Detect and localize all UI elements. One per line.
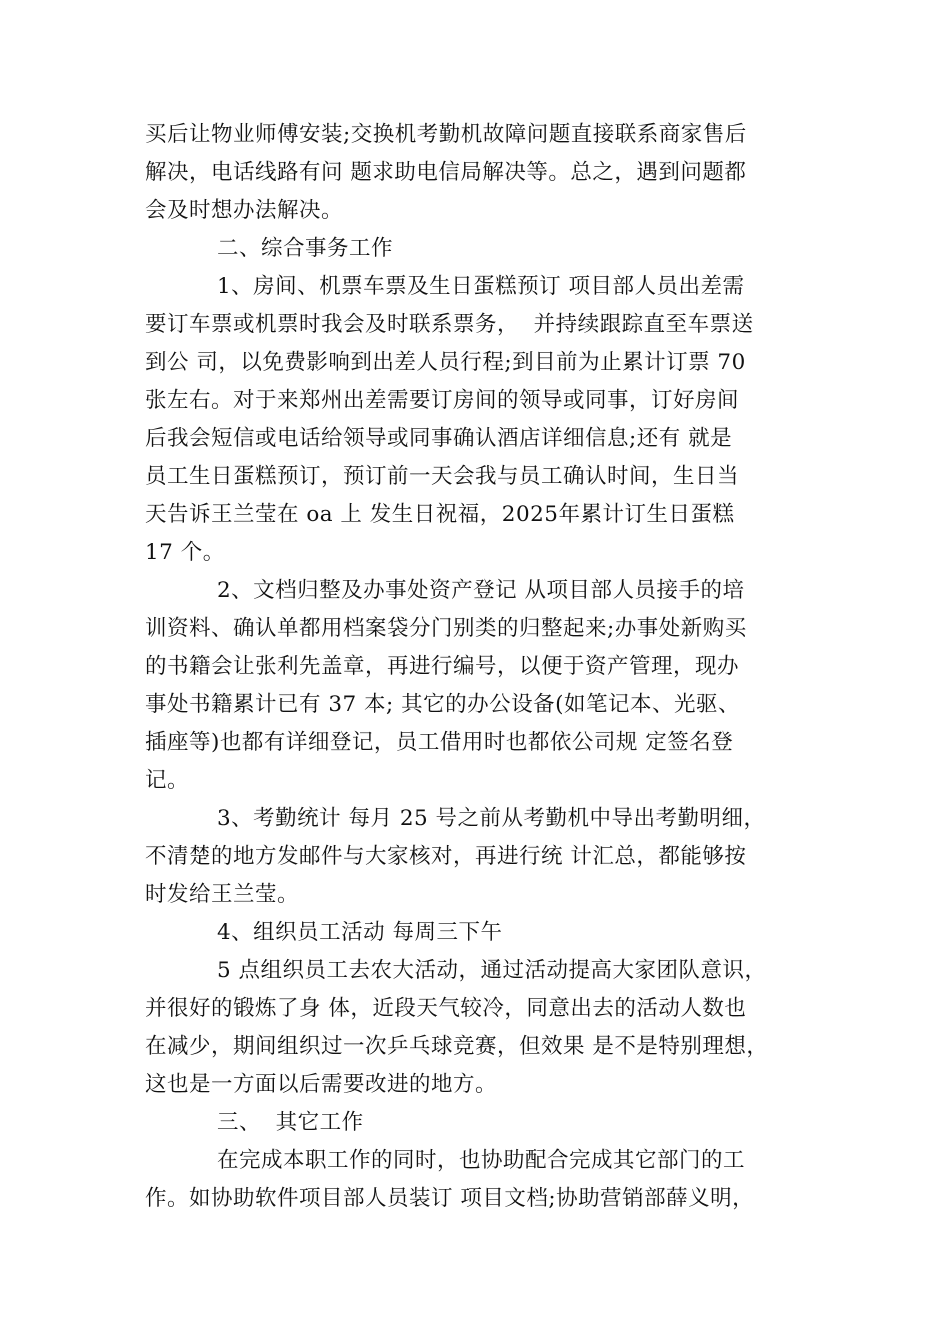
text-line: 张左右。对于来郑州出差需要订房间的领导或同事，订好房间	[145, 388, 740, 413]
subsection-heading: 2、文档归整及办事处资产登记 从项目部人员接手的培	[217, 578, 745, 603]
text-line: 后我会短信或电话给领导或同事确认酒店详细信息;还有 就是	[145, 426, 733, 451]
section-heading: 三、 其它工作	[217, 1110, 364, 1135]
text-line: 会及时想办法解决。	[145, 198, 344, 223]
text-line: 到公 司，以免费影响到出差人员行程;到目前为止累计订票 70	[145, 350, 746, 375]
text-line: 要订车票或机票时我会及时联系票务， 并持续跟踪直至车票送	[145, 312, 754, 337]
subsection-heading: 1、房间、机票车票及生日蛋糕预订 项目部人员出差需	[217, 274, 745, 299]
text-line: 在减少，期间组织过一次乒乓球竞赛，但效果 是不是特别理想，	[145, 1034, 769, 1059]
text-line: 事处书籍累计已有 37 本; 其它的办公设备(如笔记本、光驱、	[145, 692, 740, 717]
text-line: 不清楚的地方发邮件与大家核对，再进行统 计汇总，都能够按	[145, 844, 747, 869]
text-line: 这也是一方面以后需要改进的地方。	[145, 1072, 498, 1097]
text-line: 5 点组织员工去农大活动，通过活动提高大家团队意识，	[217, 958, 767, 983]
text-line: 插座等)也都有详细登记，员工借用时也都依公司规 定签名登	[145, 730, 734, 755]
text-line: 买后让物业师傅安装;交换机考勤机故障问题直接联系商家售后	[145, 122, 747, 147]
text-line: 解决，电话线路有问 题求助电信局解决等。总之，遇到问题都	[145, 160, 747, 185]
text-line: 记。	[145, 768, 190, 793]
text-line: 并很好的锻炼了身 体，近段天气较冷，同意出去的活动人数也	[145, 996, 747, 1021]
text-line: 员工生日蛋糕预订，预订前一天会我与员工确认时间，生日当	[145, 464, 740, 489]
text-line: 17 个。	[145, 540, 225, 565]
text-line: 的书籍会让张利先盖章，再进行编号，以便于资产管理，现办	[145, 654, 740, 679]
text-line: 训资料、确认单都用档案袋分门别类的归整起来;办事处新购买	[145, 616, 747, 641]
text-line: 在完成本职工作的同时，也协助配合完成其它部门的工	[217, 1148, 746, 1173]
text-line: 作。如协助软件项目部人员装订 项目文档;协助营销部薛义明，	[145, 1186, 755, 1211]
section-heading: 二、综合事务工作	[217, 236, 394, 261]
subsection-heading: 3、考勤统计 每月 25 号之前从考勤机中导出考勤明细，	[217, 806, 766, 831]
text-line: 天告诉王兰莹在 oa 上 发生日祝福，2025年累计订生日蛋糕	[145, 502, 735, 527]
text-line: 时发给王兰莹。	[145, 882, 300, 907]
subsection-heading: 4、组织员工活动 每周三下午	[217, 920, 503, 945]
